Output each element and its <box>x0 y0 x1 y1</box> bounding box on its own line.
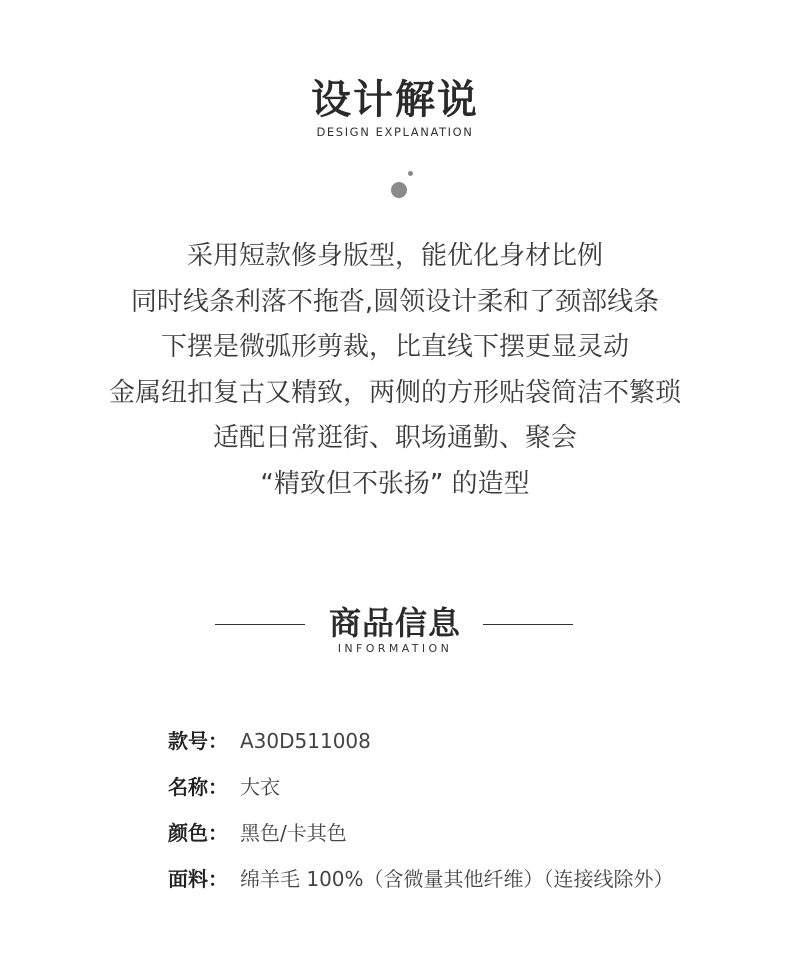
spec-label: 颜色： <box>168 821 228 845</box>
spec-value: 大衣 <box>240 775 280 799</box>
spec-label: 名称： <box>168 775 228 799</box>
description-line: 同时线条利落不拖沓,圆领设计柔和了颈部线条 <box>130 286 660 317</box>
spec-value: 黑色/卡其色 <box>240 821 347 845</box>
spec-row-fabric <box>168 860 674 906</box>
spec-value: A30D511008 <box>240 729 371 753</box>
spec-row-color <box>168 814 674 860</box>
spec-row-name <box>168 768 674 814</box>
design-description <box>0 234 790 507</box>
design-title: 设计解说 <box>311 77 479 123</box>
info-header <box>0 600 790 660</box>
spec-label: 面料： <box>168 867 228 891</box>
description-line: “精致但不张扬” 的造型 <box>260 468 530 499</box>
description-line: 适配日常逛街、职场通勤、聚会 <box>212 423 577 453</box>
spec-row-style-number <box>168 722 674 768</box>
design-subtitle: DESIGN EXPLANATION <box>316 125 474 139</box>
divider-right <box>483 624 573 625</box>
description-line: 金属纽扣复古又精致，两侧的方形贴袋简洁不繁琐 <box>108 377 681 408</box>
spec-label: 款号： <box>168 729 228 753</box>
info-subtitle: INFORMATION <box>337 642 453 655</box>
spec-value: 绵羊毛 100%（含微量其他纤维）（连接线除外） <box>240 867 674 891</box>
info-title: 商品信息 <box>328 604 461 642</box>
decorative-dot-small <box>408 171 413 176</box>
spec-list <box>168 722 674 906</box>
description-line: 采用短款修身版型，能优化身材比例 <box>186 241 603 271</box>
description-line: 下摆是微弧形剪裁，比直线下摆更显灵动 <box>160 332 629 362</box>
decorative-dot-large <box>391 182 407 198</box>
